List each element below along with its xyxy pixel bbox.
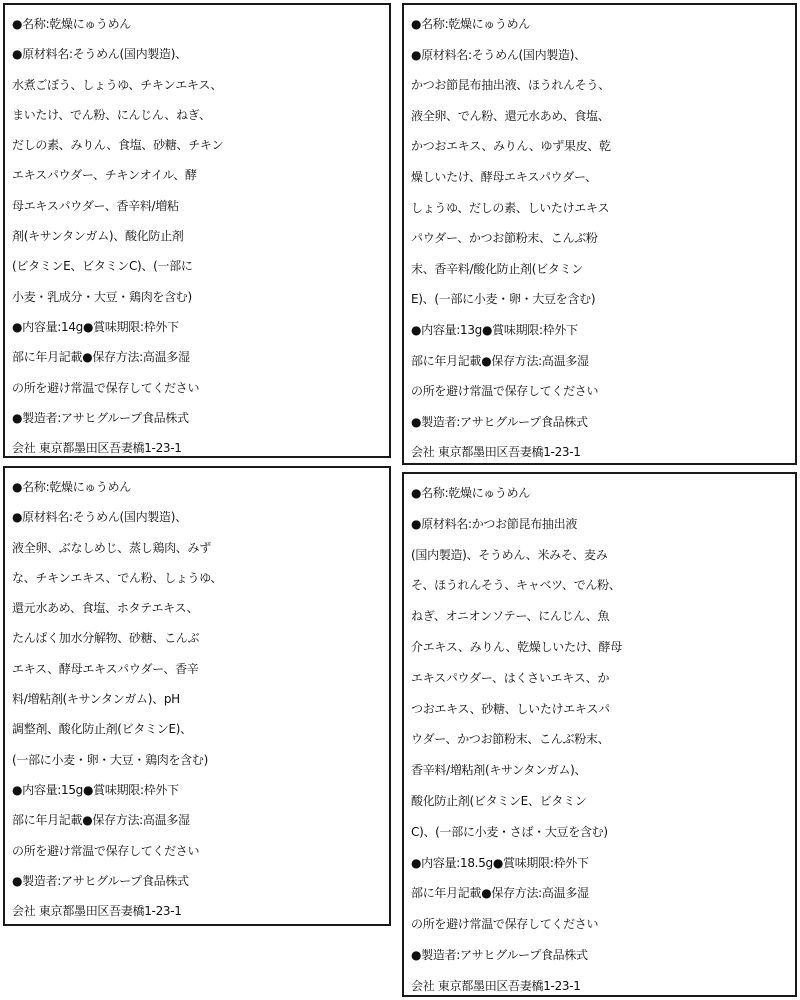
label-panel-4 [402, 472, 797, 997]
ingredient-label-text: ●名称:乾燥にゅうめん ●原材料名:そうめん(国内製造)、 かつお節昆布抽出液、ほうれんそう、 液全卵、でん粉、還元水あめ、食塩、 かつおエキス、みりん、ゆず果皮、乾 燥しいたけ、酵母エキスパウダー、 しょうゆ、だしの素、しいたけエキス パウダー、かつお節粉末、こんぶ粉 末、香辛料/酸化防止剤(ビタミン E)、(一部に小麦・卵・大豆を含む) ●内容量:13g●賞味期限:枠外下 部に年月記載●保存方法:高温多湿 の所を避け常温で保存してください ●製造者:アサヒグループ食品株式 会社 東京都墨田区吾妻橋1-23-1 [411, 17, 611, 460]
ingredient-label-text: ●名称:乾燥にゅうめん ●原材料名:そうめん(国内製造)、 液全卵、ぶなしめじ、蒸し鶏肉、みず な、チキンエキス、でん粉、しょうゆ、 還元水あめ、食塩、ホタテエキス、 たんぱく加水分解物、砂糖、こんぶ エキス、酵母エキスパウダー、香辛 料/増粘剤(キサンタンガム)、pH 調整剤、酸化防止剤(ビタミンE)、 (一部に小麦・卵・大豆・鶏肉を含む) ●内容量:15g●賞味期限:枠外下 部に年月記載●保存方法:高温多湿 の所を避け常温で保存してください ●製造者:アサヒグループ食品株式 会社 東京都墨田区吾妻橋1-23-1 [12, 480, 223, 919]
label-panel-3 [3, 466, 391, 926]
ingredient-label-text: ●名称:乾燥にゅうめん ●原材料名:かつお節昆布抽出液 (国内製造)、そうめん、米みそ、麦み そ、ほうれんそう、キャベツ、でん粉、 ねぎ、オニオンソテー、にんじん、魚 介エキス、みりん、乾燥しいたけ、酵母 エキスパウダー、はくさいエキス、か つおエキス、砂糖、しいたけエキスパ ウダー、かつお節粉末、こんぶ粉末、 香辛料/増粘剤(キサンタンガム)、 酸化防止剤(ビタミンE、ビタミン C)、(一部に小麦・さば・大豆を含む) ●内容量:18.5g●賞味期限:枠外下 部に年月記載●保存方法:高温多湿 の所を避け常温で保存してください ●製造者:アサヒグループ食品株式 会社 東京都墨田区吾妻橋1-23-1 [411, 486, 622, 993]
ingredient-label-text: ●名称:乾燥にゅうめん ●原材料名:そうめん(国内製造)、 水煮ごぼう、しょうゆ、チキンエキス、 まいたけ、でん粉、にんじん、ねぎ、 だしの素、みりん、食塩、砂糖、チキン エキスパウダー、チキンオイル、酵 母エキスパウダー、香辛料/増粘 剤(キサンタンガム)、酸化防止剤 (ビタミンE、ビタミンC)、(一部に 小麦・乳成分・大豆・鶏肉を含む) ●内容量:14g●賞味期限:枠外下 部に年月記載●保存方法:高温多湿 の所を避け常温で保存してください ●製造者:アサヒグループ食品株式 会社 東京都墨田区吾妻橋1-23-1 [12, 17, 224, 456]
label-panel-2 [402, 3, 797, 465]
label-panel-1 [3, 3, 391, 458]
